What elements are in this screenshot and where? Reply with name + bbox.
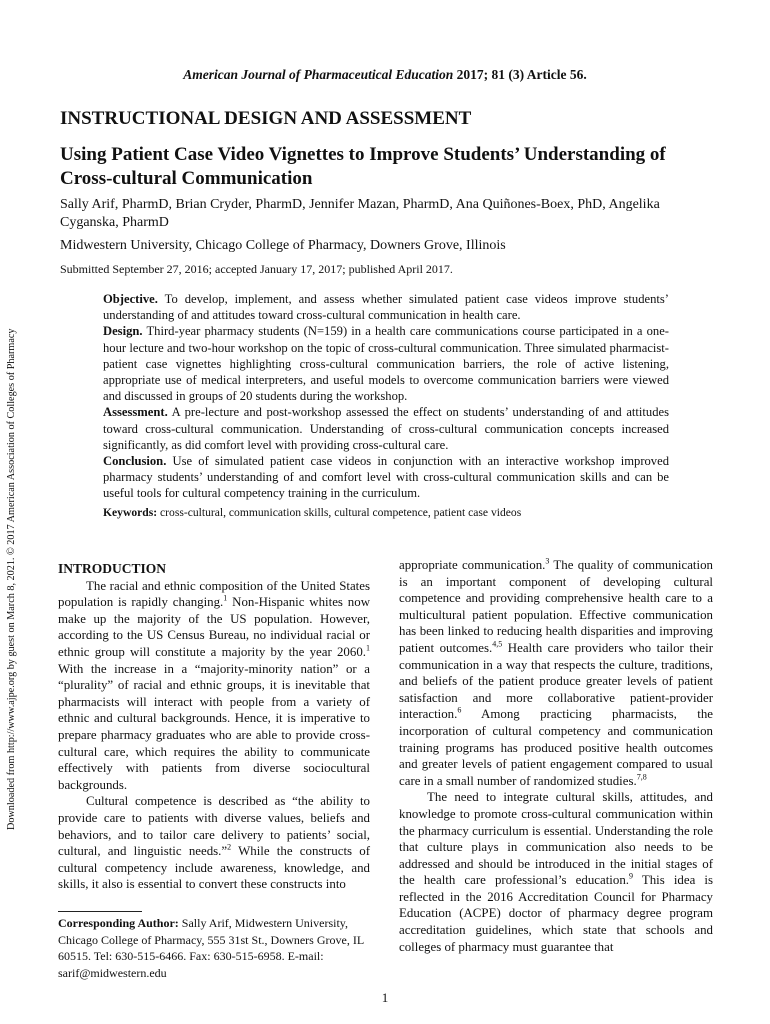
- assessment-label: Assessment.: [103, 405, 168, 420]
- assessment-text: A pre-lecture and post-workshop assessed the effect on students’ understanding of and attitudes toward cross-cultural communication. Understanding of cross-cultural communication concepts increased significantly, as did comfort level with providing cross-cultural care.: [103, 405, 669, 452]
- text-run: Health care providers who tailor their communication in a way that respects the culture, traditions, and beliefs of the patient produce greater levels of patient satisfaction and more collaborative patient-provider interaction.: [399, 640, 713, 722]
- citation-ref: 2: [227, 842, 232, 852]
- text-run: Cultural competence is described as “the ability to provide care to patients with diverse values, beliefs and behaviors, and to tailor care delivery to patients’ social, cultural, and linguistic needs.”: [58, 794, 370, 859]
- abstract-keywords: [103, 505, 669, 521]
- citation-ref: 4,5: [492, 639, 503, 649]
- journal-name: American Journal of Pharmaceutical Education: [183, 67, 454, 82]
- intro-paragraph-1: [58, 578, 370, 794]
- keywords-text: cross-cultural, communication skills, cultural competence, patient case videos: [160, 505, 522, 519]
- right-column: [399, 557, 713, 955]
- objective-label: Objective.: [103, 292, 158, 306]
- conclusion-label: Conclusion.: [103, 454, 167, 469]
- text-run: The racial and ethnic composition of the United States population is rapidly changing.: [58, 578, 370, 610]
- citation-ref: 1: [366, 643, 370, 653]
- download-notice: Downloaded from http://www.ajpe.org by guest on March 8, 2021. © 2017 American Association of Colleges of Pharmacy: [6, 328, 17, 830]
- abstract-objective: [103, 291, 669, 323]
- journal-details: 2017; 81 (3) Article 56.: [456, 67, 587, 82]
- text-run: With the increase in a “majority-minority nation” or a “plurality” of racial and ethnic groups, it is inevitable that pharmacists will interact with people from a variety of ethnic and cultural backgrounds. Hence, it is imperative to prepare pharmacy graduates who are able to provide cross-cultural care, which requires the ability to communicate effectively with patients from diverse sociocultural backgrounds.: [58, 661, 370, 792]
- abstract-assessment: [103, 404, 669, 453]
- design-text: Third-year pharmacy students (N=159) in a health care communications course participated in a one-hour lecture and two-hour workshop on the topic of cross-cultural communication. Three simulated pharmacist-patient case vignettes highlighting cross-cultural communication barriers, the role of active listening, appropriate use of medical interpreters, and useful models to overcome communication barriers were viewed and discussed in groups of 20 students during the workshop.: [103, 324, 669, 404]
- intro-paragraph-2: [58, 793, 370, 893]
- design-label: Design.: [103, 324, 143, 339]
- abstract: [103, 291, 669, 521]
- text-run: Among practicing pharmacists, the incorporation of cultural competency and communication training programs has produced positive health outcomes and greater levels of patient engagement compared to usual care in a small number of randomized studies.: [399, 707, 713, 788]
- right-paragraph-2: [399, 789, 713, 955]
- text-run: Non-Hispanic whites now make up the majority of the US population. However, according to the US Census Bureau, no individual racial or ethnic group will constitute a majority by the year 2060.: [58, 595, 371, 659]
- text-run: The quality of communication is an important component of developing cultural competence and providing comprehensive health care to a multicultural patient population. Effective communication has been linked to reducing health disparities and improving patient outcomes.: [399, 558, 713, 655]
- intro-heading: INTRODUCTION: [58, 561, 167, 576]
- citation-ref: 3: [545, 556, 550, 566]
- right-paragraph-1: [399, 557, 713, 789]
- footnote-divider: [58, 911, 142, 912]
- text-run: The need to integrate cultural skills, attitudes, and knowledge to promote cross-cultural communication within the pharmacy curriculum is essential. Understanding the role that culture plays in communication also needs to be addressed and should be introduced in the initial stages of the health care professional’s education.: [399, 790, 713, 888]
- page-number: 1: [381, 990, 389, 1005]
- text-run: While the constructs of cultural competency include awareness, knowledge, and skills, it also is essential to convert these constructs into: [58, 844, 370, 892]
- abstract-design: [103, 323, 669, 404]
- citation-ref: 9: [628, 871, 633, 881]
- corresponding-label: Corresponding Author:: [58, 916, 179, 930]
- citation-ref: 1: [223, 593, 228, 603]
- citation-ref: 6: [457, 706, 462, 716]
- text-run: appropriate communication.: [399, 558, 546, 572]
- citation-ref: 7,8: [636, 772, 647, 782]
- author-list: Sally Arif, PharmD, Brian Cryder, PharmD, Jennifer Mazan, PharmD, Ana Quiñones-Boex, PhD, Angelika Cyganska, PharmD: [60, 197, 660, 230]
- keywords-label: Keywords:: [103, 505, 158, 519]
- corresponding-author: [58, 915, 370, 981]
- objective-text: To develop, implement, and assess whether simulated patient case videos improve students’ understanding of and attitudes toward cross-cultural communication in health care.: [103, 292, 670, 323]
- section-heading: INSTRUCTIONAL DESIGN AND ASSESSMENT: [60, 108, 472, 129]
- publication-dates: Submitted September 27, 2016; accepted January 17, 2017; published April 2017.: [60, 262, 453, 276]
- article-title: Using Patient Case Video Vignettes to Improve Students’ Understanding of Cross-cultural Communication: [60, 144, 666, 189]
- abstract-conclusion: [103, 453, 669, 502]
- affiliation: Midwestern University, Chicago College of Pharmacy, Downers Grove, Illinois: [60, 238, 506, 253]
- journal-header: [60, 67, 710, 83]
- conclusion-text: Use of simulated patient case videos in conjunction with an interactive workshop improved pharmacy students’ understanding of and comfort level with cross-cultural communication skills and can be useful tools for cultural competency training in the curriculum.: [103, 454, 669, 501]
- left-column: [58, 561, 370, 893]
- corresponding-text: Sally Arif, Midwestern University, Chicago College of Pharmacy, 555 31st St., Downers Grove, IL 60515. Tel: 630-515-6466. Fax: 630-515-6958. E-mail: sarif@midwestern.edu: [58, 916, 364, 980]
- text-run: This idea is reflected in the 2016 Accreditation Council for Pharmacy Education (ACPE) doctor of pharmacy degree program accreditation guidelines, which state that schools and colleges of pharmacy must guarantee that: [399, 873, 713, 954]
